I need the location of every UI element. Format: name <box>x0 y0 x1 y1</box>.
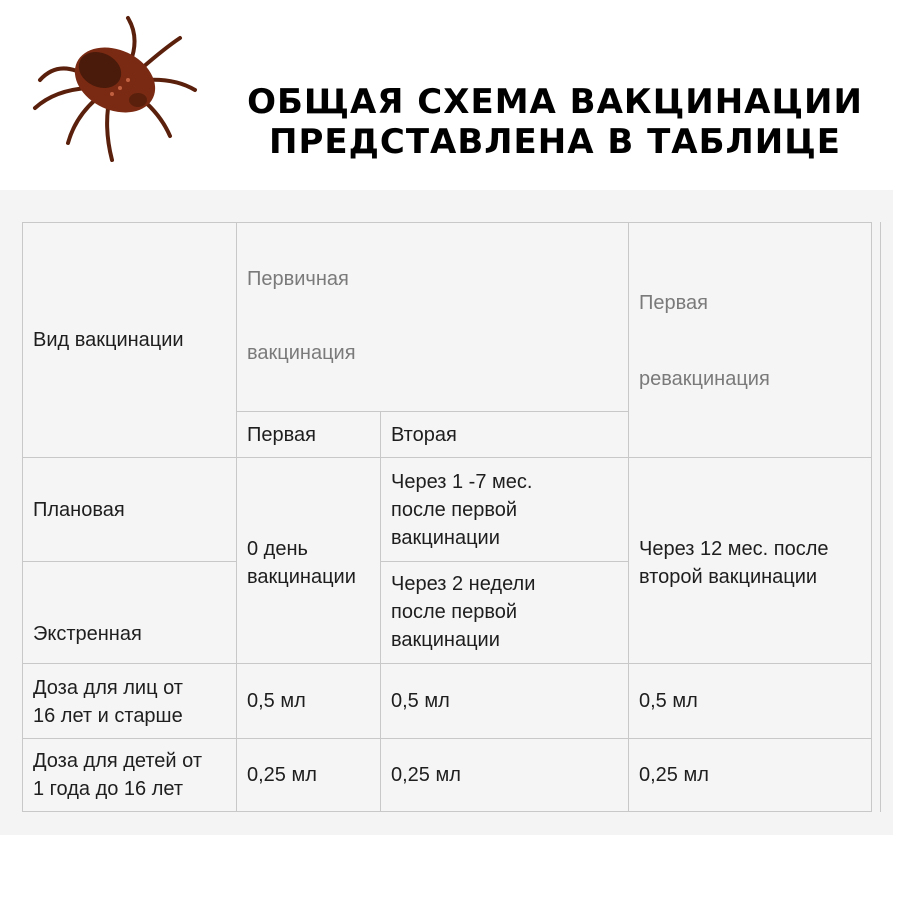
revaccination-timing <box>628 457 872 664</box>
child-first-value: 0,25 мл <box>247 764 317 786</box>
header-vaccination-type-label: Вид вакцинации <box>33 329 184 351</box>
header-second-label: Вторая <box>391 423 457 446</box>
header-revaccination-line-2: ревакцинация <box>639 368 770 390</box>
row-adult-dose-label <box>22 663 237 739</box>
table-right-edge <box>880 222 881 812</box>
row-emergency-label <box>22 561 237 664</box>
emergency-label: Экстренная <box>33 622 142 645</box>
day-zero-line-1: 0 день <box>247 538 308 560</box>
header-revaccination-line-1: Первая <box>639 292 708 314</box>
adult-second-value: 0,5 мл <box>391 690 450 712</box>
header-first <box>236 411 381 458</box>
child-second-value: 0,25 мл <box>391 764 461 786</box>
title-line-2: ПРЕДСТАВЛЕНА В ТАБЛИЦЕ <box>269 122 841 162</box>
header-primary-vaccination <box>236 222 629 412</box>
adult-revacc-value: 0,5 мл <box>639 690 698 712</box>
planned-second-line-3: вакцинации <box>391 527 500 549</box>
title-line-1: ОБЩАЯ СХЕМА ВАКЦИНАЦИИ <box>247 82 863 122</box>
child-first-dose <box>236 738 381 812</box>
tick-image <box>20 8 210 168</box>
planned-second-line-1: Через 1 -7 мес. <box>391 471 533 493</box>
planned-label: Плановая <box>33 498 125 521</box>
planned-second-dose <box>380 457 629 562</box>
first-dose-day-zero <box>236 457 381 664</box>
emergency-second-line-2: после первой <box>391 601 518 623</box>
adult-first-value: 0,5 мл <box>247 690 306 712</box>
header-second <box>380 411 629 458</box>
revacc-line-2: второй вакцинации <box>639 566 818 588</box>
emergency-second-line-3: вакцинации <box>391 629 500 651</box>
child-dose-line-1: Доза для детей от <box>33 750 203 772</box>
revacc-line-1: Через 12 мес. после <box>639 538 829 560</box>
child-second-dose <box>380 738 629 812</box>
header-revaccination <box>628 222 872 458</box>
day-zero-line-2: вакцинации <box>247 566 356 588</box>
adult-first-dose <box>236 663 381 739</box>
emergency-second-dose <box>380 561 629 664</box>
header-first-label: Первая <box>247 423 316 446</box>
child-revacc-dose <box>628 738 872 812</box>
header <box>0 0 900 185</box>
adult-second-dose <box>380 663 629 739</box>
adult-dose-line-2: 16 лет и старше <box>33 705 183 727</box>
row-planned-label <box>22 457 237 562</box>
header-primary-line-1: Первичная <box>247 268 349 290</box>
page-title <box>215 82 895 162</box>
adult-dose-line-1: Доза для лиц от <box>33 677 183 699</box>
row-child-dose-label <box>22 738 237 812</box>
header-vaccination-type <box>22 222 237 458</box>
planned-second-line-2: после первой <box>391 499 518 521</box>
child-revacc-value: 0,25 мл <box>639 764 709 786</box>
adult-revacc-dose <box>628 663 872 739</box>
header-primary-line-2: вакцинация <box>247 342 356 364</box>
emergency-second-line-1: Через 2 недели <box>391 573 536 595</box>
child-dose-line-2: 1 года до 16 лет <box>33 778 184 800</box>
